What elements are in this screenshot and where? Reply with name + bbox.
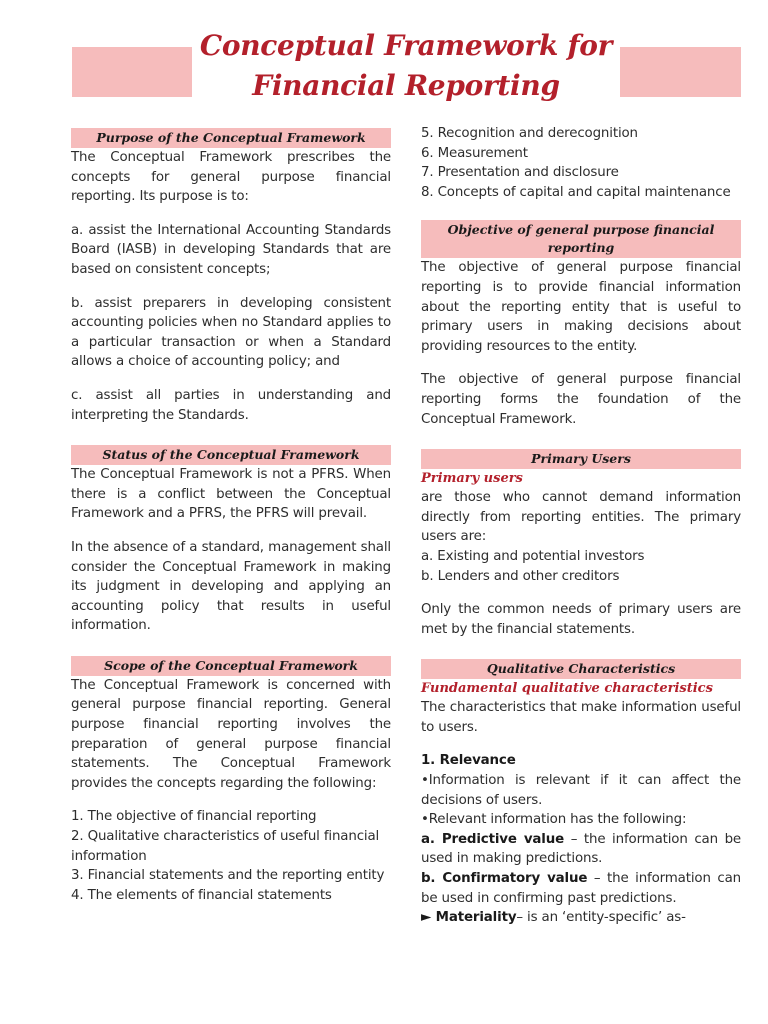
purpose-item-a: a. assist the International Accounting Standards Board (IASB) in developing Standards that are based on consistent concepts; — [71, 222, 391, 277]
scope-item-3: 3. Financial statements and the reporting entity — [71, 868, 385, 884]
page-title — [190, 26, 622, 106]
primary-user-a: a. Existing and potential investors — [421, 548, 645, 564]
purpose-item-c: c. assist all parties in understanding and interpreting the Standards. — [71, 387, 391, 423]
predictive-value-label: a. Predictive value — [421, 831, 565, 847]
scope-item-1: 1. The objective of financial reporting — [71, 809, 317, 825]
scope-paragraph: The Conceptual Framework is concerned with general purpose financial reporting. General purpose financial reporting involves the preparation of general purpose financial statements. The Conceptual Framework provides the concepts regarding the following: — [71, 677, 391, 791]
objective-paragraph-1: The objective of general purpose financial reporting is to provide financial information about the reporting entity that is useful to primary users in making decisions about providing resources to the entity. — [421, 260, 741, 354]
page-title-line-1: Conceptual Framework for — [199, 29, 613, 62]
right-column — [421, 124, 741, 928]
status-paragraph-2: In the absence of a standard, management shall consider the Conceptual Framework in making its judgment in developing and applying an accounting policy that results in useful information. — [71, 539, 391, 634]
section-heading-qualitative: Qualitative Characteristics — [421, 659, 741, 679]
predictive-value-text: – the information can be used in making predictions. — [421, 831, 742, 867]
purpose-item-b: b. assist preparers in developing consistent accounting policies when no Standard applies to a particular transaction or when a Standard allows a choice of accounting policy; and — [71, 295, 391, 370]
qualitative-definition: The characteristics that make information useful to users. — [421, 700, 741, 735]
scope-item-2: 2. Qualitative characteristics of useful financial information — [71, 829, 380, 864]
section-heading-objective: Objective of general purpose financial reporting — [421, 220, 741, 258]
primary-users-subheading: Primary users — [421, 471, 523, 487]
scope-item-6: 6. Measurement — [421, 145, 528, 161]
purpose-intro: The Conceptual Framework prescribes the concepts for general purpose financial reporting. Its purpose is to: — [71, 150, 391, 205]
materiality — [421, 908, 741, 928]
left-column — [71, 128, 391, 905]
materiality-text: – is an ‘entity-specific’ as- — [516, 910, 686, 926]
primary-users-definition: are those who cannot demand information directly from reporting entities. The primary users are: — [421, 490, 741, 545]
objective-paragraph-2: The objective of general purpose financial reporting forms the foundation of the Conceptual Framework. — [421, 372, 741, 427]
section-heading-scope: Scope of the Conceptual Framework — [71, 656, 391, 676]
relevance-point-2: •Relevant information has the following: — [421, 812, 687, 828]
relevance-point-1: •Information is relevant if it can affect the decisions of users. — [421, 773, 741, 808]
section-heading-purpose: Purpose of the Conceptual Framework — [71, 128, 391, 148]
primary-users-note: Only the common needs of primary users are met by the financial statements. — [421, 602, 741, 637]
scope-item-5: 5. Recognition and derecognition — [421, 126, 638, 141]
relevance-heading: 1. Relevance — [421, 753, 516, 769]
predictive-value — [421, 830, 741, 869]
scope-item-8: 8. Concepts of capital and capital maintenance — [421, 184, 731, 200]
section-heading-primary-users: Primary Users — [421, 449, 741, 469]
confirmatory-value-label: b. Confirmatory value — [421, 871, 588, 887]
materiality-label: ► Materiality — [421, 910, 517, 926]
page-title-line-2: Financial Reporting — [252, 69, 560, 102]
status-paragraph-1: The Conceptual Framework is not a PFRS. When there is a conflict between the Conceptual Framework and a PFRS, the PFRS will prevail. — [71, 467, 391, 522]
decorative-banner-left — [72, 47, 192, 97]
scope-item-4: 4. The elements of financial statements — [71, 887, 332, 903]
primary-user-b: b. Lenders and other creditors — [421, 568, 620, 584]
decorative-banner-right — [620, 47, 741, 97]
confirmatory-value — [421, 869, 741, 908]
fundamental-qualitative-subheading: Fundamental qualitative characteristics — [421, 681, 713, 697]
confirmatory-value-text: – the information can be used in confirming past predictions. — [421, 871, 741, 906]
section-heading-status: Status of the Conceptual Framework — [71, 445, 391, 465]
scope-item-7: 7. Presentation and disclosure — [421, 165, 619, 181]
